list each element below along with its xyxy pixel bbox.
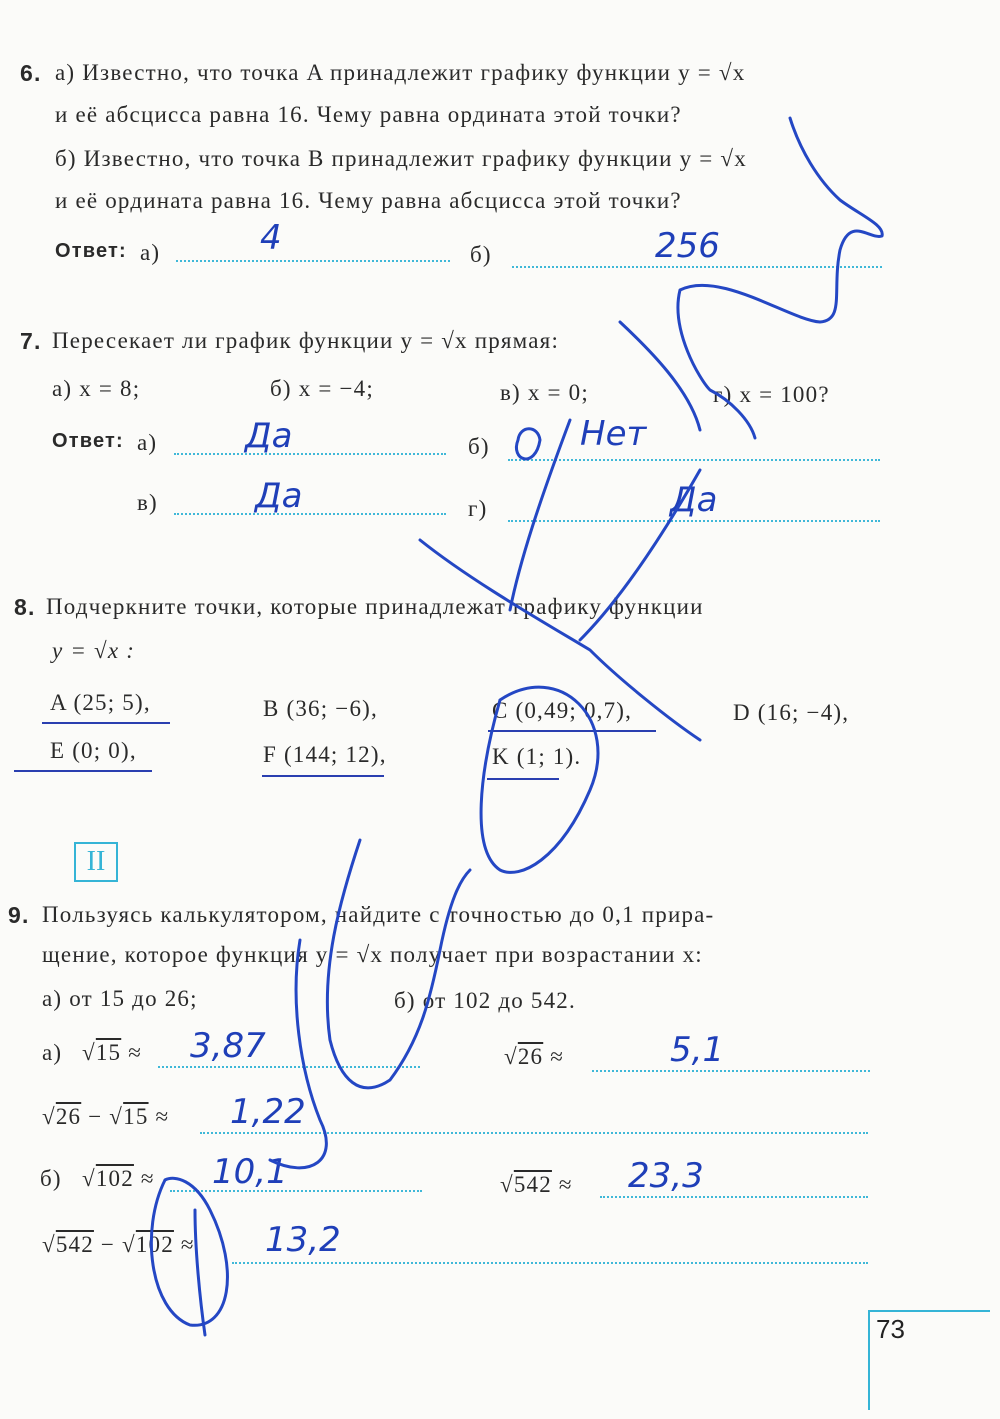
sqrt-26-radicand: 26 <box>517 1044 544 1069</box>
task-6b-line-2: и её ордината равна 16. Чему равна абсцисса этой точки? <box>55 188 682 213</box>
sqrt-542: √542 ≈ <box>500 1172 573 1197</box>
task-6-a-answer: 4 <box>260 218 282 258</box>
diff-b-radicand-1: 542 <box>55 1232 94 1257</box>
task-6-b-answer: 256 <box>655 226 720 266</box>
task-6-number: 6. <box>20 60 42 86</box>
sqrt-15-radicand: 15 <box>95 1040 122 1065</box>
task-7-g-answer: Да <box>670 480 718 520</box>
approx-sign: ≈ <box>128 1040 143 1065</box>
sqrt-102-value: 10,1 <box>212 1152 288 1192</box>
task-9-b-label: б) <box>40 1166 62 1191</box>
point-c: C (0,49; 0,7), <box>492 698 633 723</box>
scribble-stroke-5 <box>580 470 700 640</box>
point-k: K (1; 1). <box>492 744 582 769</box>
diff-b-expression: √542 − √102 ≈ <box>42 1232 195 1257</box>
task-7-v-answer: Да <box>255 476 303 516</box>
task-9-option-a: а) от 15 до 26; <box>42 986 198 1011</box>
task-7-option-a: а) x = 8; <box>52 376 141 401</box>
task-7-b-label: б) <box>468 434 490 459</box>
sqrt-102-radicand: 102 <box>95 1166 134 1191</box>
sqrt-102: √102 ≈ <box>82 1166 155 1191</box>
approx-sign: ≈ <box>155 1104 170 1129</box>
task-7-b-answer: Нет <box>580 414 647 454</box>
diff-a-radicand-2: 15 <box>123 1104 149 1129</box>
task-7-number: 7. <box>20 328 42 354</box>
sqrt-542-value: 23,3 <box>628 1156 704 1196</box>
task-6-b-label: б) <box>470 242 492 267</box>
task-9-option-b: б) от 102 до 542. <box>394 988 576 1013</box>
point-a: A (25; 5), <box>50 690 151 715</box>
scribble-stroke-11 <box>195 1210 205 1335</box>
task-8-function: y = √x : <box>52 638 136 663</box>
task-8-text: Подчеркните точки, которые принадлежат графику функции <box>46 594 704 619</box>
task-7-v-label: в) <box>137 490 158 515</box>
task-7-option-b: б) x = −4; <box>270 376 374 401</box>
diff-b-radicand-2: 102 <box>135 1232 174 1257</box>
diff-a-value: 1,22 <box>230 1092 306 1132</box>
task-7-option-g: г) x = 100? <box>713 382 830 407</box>
diff-b-value: 13,2 <box>265 1220 341 1260</box>
approx-sign: ≈ <box>558 1172 573 1197</box>
task-7-option-v: в) x = 0; <box>500 380 589 405</box>
scribble-stroke-2 <box>620 322 700 430</box>
scribble-stroke-1 <box>678 118 882 438</box>
task-7-g-label: г) <box>468 496 488 521</box>
scribble-stroke-4 <box>420 540 700 740</box>
section-ii-marker: II <box>74 842 118 882</box>
task-9-line-2: щение, которое функция y = √x получает при возрастании x: <box>42 942 703 967</box>
task-7-answer-label: Ответ: <box>52 430 124 452</box>
task-8-number: 8. <box>14 594 36 620</box>
point-b: B (36; −6), <box>263 696 378 721</box>
task-6b-line-1: б) Известно, что точка B принадлежит графику функции y = √x <box>55 146 747 171</box>
scribble-stroke-10 <box>151 1178 227 1325</box>
scribble-stroke-6 <box>510 420 570 610</box>
minus-sign: − <box>88 1104 103 1129</box>
scribble-stroke-7 <box>481 687 598 872</box>
sqrt-26: √26 ≈ <box>504 1044 565 1069</box>
task-7-a-label: а) <box>137 430 158 455</box>
scribble-stroke-3 <box>516 429 540 459</box>
task-9-number: 9. <box>8 902 30 928</box>
task-9-a-label: а) <box>42 1040 63 1065</box>
diff-a-radicand-1: 26 <box>55 1104 82 1129</box>
sqrt-15-value: 3,87 <box>190 1026 266 1066</box>
sqrt-26-value: 5,1 <box>670 1030 725 1070</box>
task-7-text: Пересекает ли график функции y = √x прямая: <box>52 328 560 353</box>
task-6a-line-1: а) Известно, что точка A принадлежит графику функции y = √x <box>55 60 746 85</box>
task-7-a-answer: Да <box>245 416 293 456</box>
diff-a-expression: √26 − √15 ≈ <box>42 1104 170 1129</box>
approx-sign: ≈ <box>180 1232 195 1257</box>
sqrt-15: √15 ≈ <box>82 1040 143 1065</box>
sqrt-542-radicand: 542 <box>513 1172 552 1197</box>
task-6-a-label: а) <box>140 240 161 265</box>
scribble-stroke-8 <box>327 840 470 1088</box>
scribble-stroke-9 <box>270 940 326 1168</box>
task-6a-line-2: и её абсцисса равна 16. Чему равна ордината этой точки? <box>55 102 682 127</box>
point-d: D (16; −4), <box>733 700 850 725</box>
task-9-line-1: Пользуясь калькулятором, найдите с точностью до 0,1 прира- <box>42 902 715 927</box>
task-6-answer-label: Ответ: <box>55 240 127 262</box>
point-f: F (144; 12), <box>263 742 387 767</box>
point-e: E (0; 0), <box>50 738 137 763</box>
approx-sign: ≈ <box>140 1166 155 1191</box>
page-number: 73 <box>876 1314 905 1344</box>
minus-sign: − <box>100 1232 116 1257</box>
approx-sign: ≈ <box>550 1044 565 1069</box>
